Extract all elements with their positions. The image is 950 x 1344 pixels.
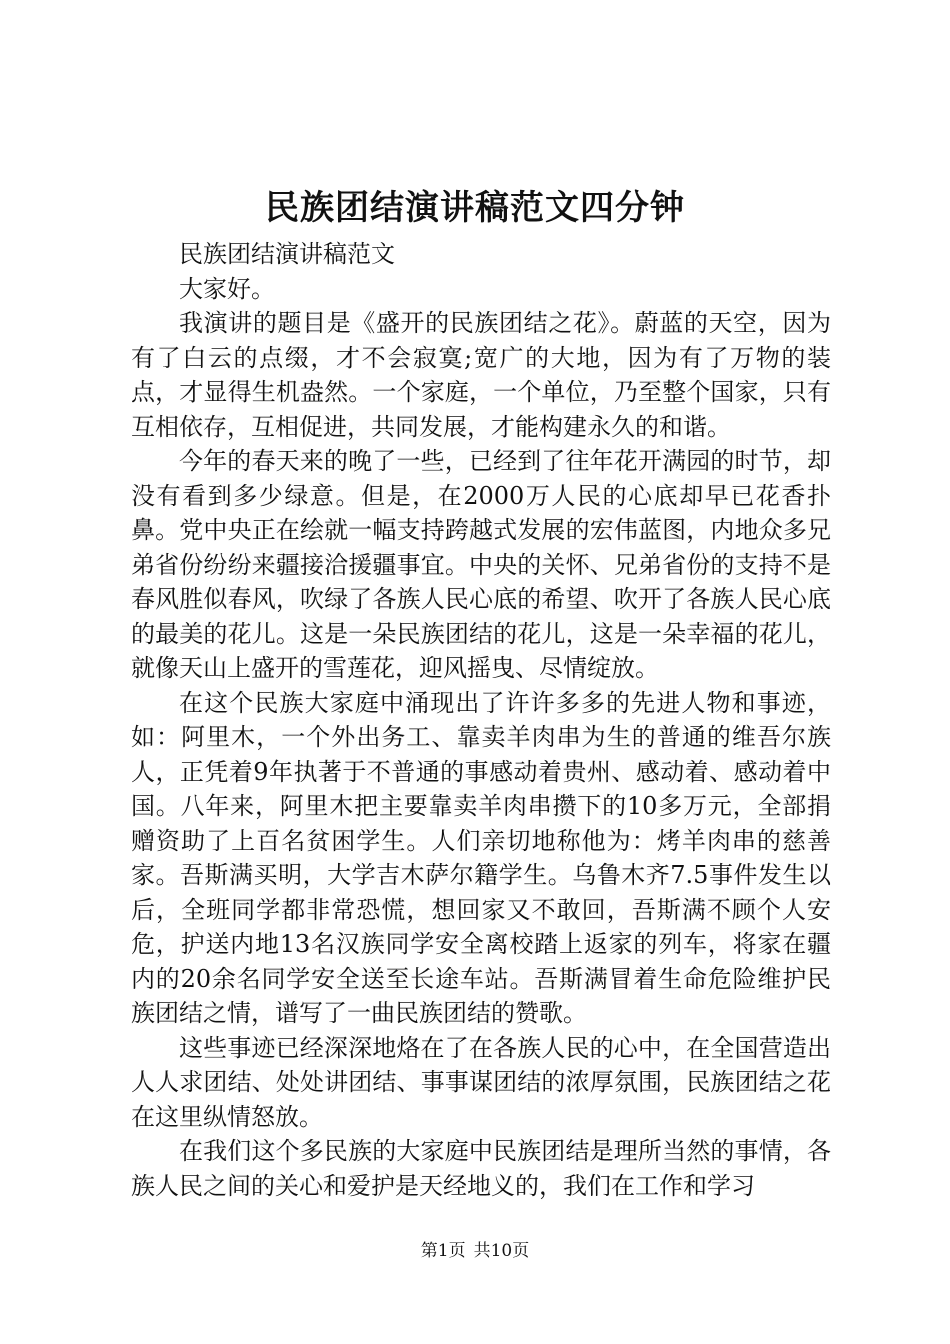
paragraph-3: 在这个民族大家庭中涌现出了许许多多的先进人物和事迹，如：阿里木，一个外出务工、靠卖羊肉串为生的普通的维吾尔族人，正凭着9年执著于不普通的事感动着贵州、感动着、感动着中国。八年来，阿里木把主要靠卖羊肉串攒下的10多万元，全部捐赠资助了上百名贫困学生。人们亲切地称他为：烤羊肉串的慈善家。吾斯满买明，大学吉木萨尔籍学生。乌鲁木齐7.5事件发生以后，全班同学都非常恐慌，想回家又不敢回，吾斯满不顾个人安危，护送内地13名汉族同学安全离校踏上返家的列车，将家在疆内的20余名同学安全送至长途车站。吾斯满冒着生命危险维护民族团结之情，谱写了一曲民族团结的赞歌。: [131, 688, 831, 1027]
paragraph-2: 今年的春天来的晚了一些，已经到了往年花开满园的时节，却没有看到多少绿意。但是，在2000万人民的心底却早已花香扑鼻。党中央正在绘就一幅支持跨越式发展的宏伟蓝图，内地众多兄弟省份纷纷来疆接洽援疆事宜。中央的关怀、兄弟省份的支持不是春风胜似春风，吹绿了各族人民心底的希望、吹开了各族人民心底的最美的花儿。这是一朵民族团结的花儿，这是一朵幸福的花儿，就像天山上盛开的雪莲花，迎风摇曳、尽情绽放。: [131, 447, 831, 682]
paragraph-5: 在我们这个多民族的大家庭中民族团结是理所当然的事情，各族人民之间的关心和爱护是天经地义的，我们在工作和学习: [131, 1137, 831, 1200]
document-title: 民族团结演讲稿范文四分钟: [265, 188, 685, 228]
paragraph-1: 我演讲的题目是《盛开的民族团结之花》。蔚蓝的天空，因为有了白云的点缀，才不会寂寞;宽广的大地，因为有了万物的装点，才显得生机盎然。一个家庭，一个单位，乃至整个国家，只有互相依存，互相促进，共同发展，才能构建永久的和谐。: [131, 309, 831, 441]
document-body: [131, 237, 831, 1203]
page-number: 第1页: [420, 1241, 466, 1261]
paragraph-4: 这些事迹已经深深地烙在了在各族人民的心中，在全国营造出人人求团结、处处讲团结、事事谋团结的浓厚氛围，民族团结之花在这里纵情怒放。: [131, 1033, 831, 1131]
paragraph-greeting: 大家好。: [179, 274, 275, 303]
page-footer: [0, 1239, 950, 1263]
page-total: 共10页: [473, 1241, 530, 1261]
paragraph-subtitle: 民族团结演讲稿范文: [179, 240, 395, 268]
